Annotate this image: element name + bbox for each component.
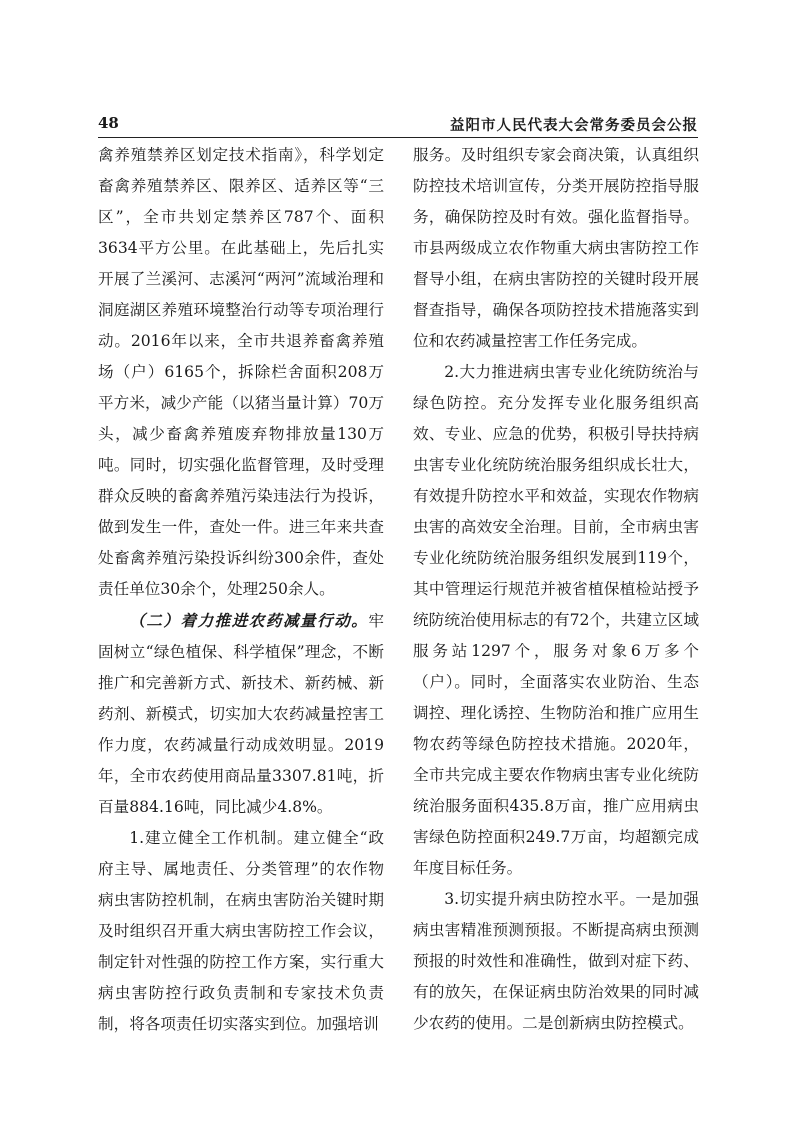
- paragraph-pesticide-reduction: [98, 605, 384, 823]
- section-heading: （二）着力推进农药减量行动。: [129, 611, 369, 630]
- page-number: 48: [98, 114, 119, 132]
- right-column: [413, 140, 699, 1039]
- page-header: [98, 114, 698, 138]
- header-rule: [98, 137, 698, 138]
- paragraph-control-level: 3.切实提升病虫防控水平。一是加强病虫害精准预测预报。不断提高病虫预测预报的时效性和准确性，做到对症下药、有的放矢，在保证病虫防治效果的同时减少农药的使用。二是创新病虫防控模式。: [413, 890, 699, 1032]
- paragraph-work-mechanism: 1.建立健全工作机制。建立健全“政府主导、属地责任、分类管理”的农作物病虫害防控机制，在病虫害防治关键时期及时组织召开重大病虫害防控工作会议，制定针对性强的防控工作方案，实行重大病虫害防控行政负责制和专家技术负责制，将各项责任切实落实到位。加强培训: [98, 829, 384, 1033]
- journal-title: 益阳市人民代表大会常务委员会公报: [450, 118, 698, 134]
- paragraph-continued: 禽养殖禁养区划定技术指南》，科学划定畜禽养殖禁养区、限养区、适养区等“三区”，全市共划定禁养区787个、面积3634平方公里。在此基础上，先后扎实开展了兰溪河、志溪河“两河”流域治理和洞庭湖区养殖环境整治行动等专项治理行动。2016年以来，全市共退养畜禽养殖场（户）6165个，拆除栏舍面积208万平方米，减少产能（以猪当量计算）70万头，减少畜禽养殖废弃物排放量130万吨。同时，切实强化监督管理，及时受理群众反映的畜禽养殖污染违法行为投诉，做到发生一件，查处一件。进三年来共查处畜禽养殖污染投诉纠纷300余件，查处责任单位30余个，处理250余人。: [98, 146, 384, 598]
- paragraph-continued-right: 服务。及时组织专家会商决策，认真组织防控技术培训宣传，分类开展防控指导服务，确保防控及时有效。强化监督指导。市县两级成立农作物重大病虫害防控工作督导小组，在病虫害防控的关键时段开展督查指导，确保各项防控技术措施落实到位和农药减量控害工作任务完成。: [413, 146, 699, 350]
- left-column: [98, 140, 384, 1040]
- paragraph-body: 牢固树立“绿色植保、科学植保”理念，不断推广和完善新方式、新技术、新药械、新药剂、新模式，切实加大农药减量控害工作力度，农药减量行动成效明显。2019年，全市农药使用商品量3307.81吨，折百量884.16吨，同比减少4.8%。: [98, 612, 384, 816]
- paragraph-unified-control: 2.大力推进病虫害专业化统防统治与绿色防控。充分发挥专业化服务组织高效、专业、应急的优势，积极引导扶持病虫害专业化统防统治服务组织成长壮大，有效提升防控水平和效益，实现农作物病虫害的高效安全治理。目前，全市病虫害专业化统防统治服务组织发展到119个，其中管理运行规范并被省植保植检站授予统防统治使用标志的有72个，共建立区域服务站1297个，服务对象6万多个（户）。同时，全面落实农业防治、生态调控、理化诱控、生物防治和推广应用生物农药等绿色防控技术措施。2020年，全市共完成主要农作物病虫害专业化统防统治服务面积435.8万亩，推广应用病虫害绿色防控面积249.7万亩，均超额完成年度目标任务。: [413, 363, 699, 877]
